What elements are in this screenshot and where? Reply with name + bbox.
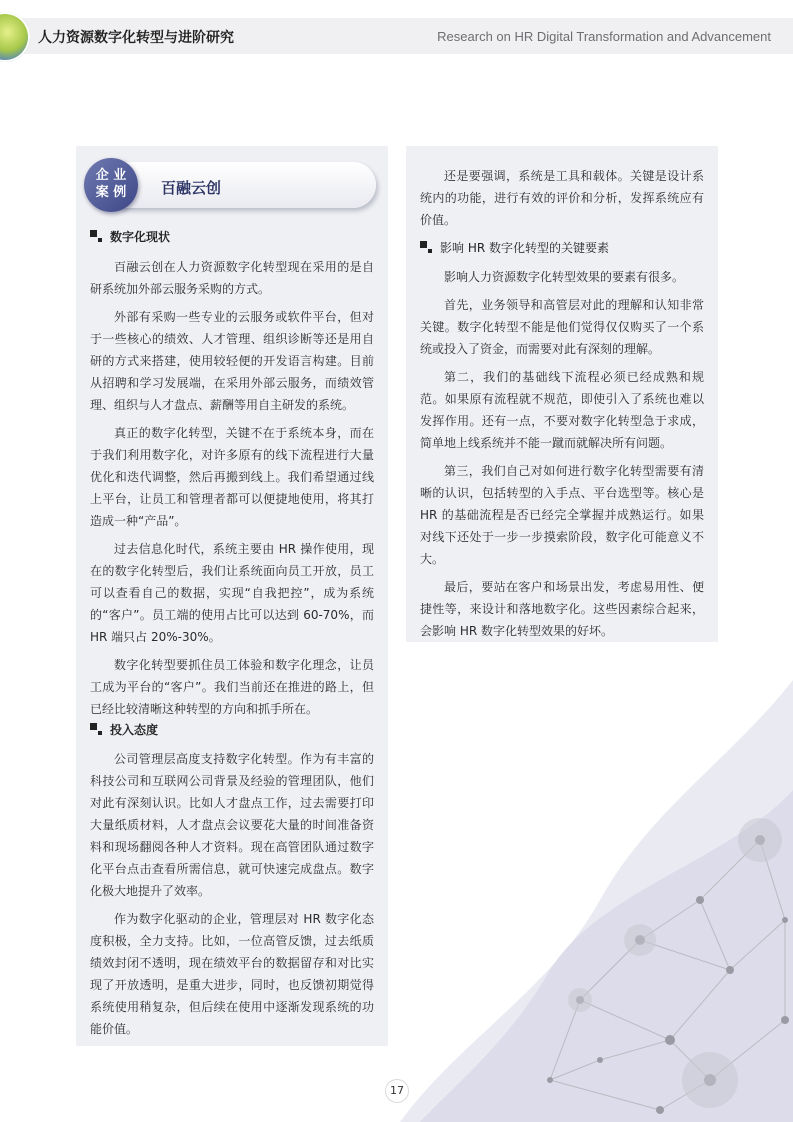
- page-number: 17: [386, 1080, 408, 1102]
- square-bullet-icon: [420, 241, 432, 253]
- square-bullet-icon: [90, 723, 102, 735]
- paragraph: 真正的数字化转型，关键不在于系统本身，而在于我们利用数字化，对许多原有的线下流程进行大量优化和迭代调整，然后再搬到线上。我们希望通过线上平台，让员工和管理者都可以便捷地使用，将其打造成一种“产品”。: [90, 426, 374, 528]
- badge-line-1: 企 业: [95, 168, 127, 183]
- right-text-block-1: [420, 165, 704, 237]
- paragraph: 第三，我们自己对如何进行数字化转型需要有清晰的认识，包括转型的入手点、平台选型等。核心是 HR 的基础流程是否已经完全掌握并成熟运行。如果对线下还处于一步一步摸索阶段，数字化可能意义不大。: [420, 464, 704, 566]
- paragraph: 数字化转型要抓住员工体验和数字化理念，让员工成为平台的“客户”。我们当前还在推进的路上，但已经比较清晰这种转型的方向和抓手所在。: [90, 658, 374, 716]
- paragraph: 最后，要站在客户和场景出发，考虑易用性、便捷性等，来设计和落地数字化。这些因素综合起来，会影响 HR 数字化转型效果的好坏。: [420, 580, 704, 638]
- heading-text: 数字化现状: [110, 230, 171, 244]
- paragraph: 公司管理层高度支持数字化转型。作为有丰富的科技公司和互联网公司背景及经验的管理团队，他们对此有深刻认识。比如人才盘点工作，过去需要打印大量纸质材料，人才盘点会议要花大量的时间准备资料和现场翻阅各种人才资料。现在高管团队通过数字化平台点击查看所需信息，就可快速完成盘点。数字化极大地提升了效率。: [90, 752, 374, 898]
- right-text-block-2: [420, 266, 704, 648]
- paragraph: 还是要强调，系统是工具和载体。关键是设计系统内的功能，进行有效的评价和分析，发挥系统应有价值。: [420, 169, 704, 227]
- section-heading: [90, 226, 170, 248]
- square-bullet-icon: [90, 230, 102, 242]
- network-decoration: [400, 640, 793, 1122]
- badge-line-2: 案 例: [95, 185, 127, 200]
- header-subtitle-en: Research on HR Digital Transformation and Advancement: [437, 29, 771, 44]
- left-text-block-1: [90, 256, 374, 726]
- paragraph: 百融云创在人力资源数字化转型现在采用的是自研系统加外部云服务采购的方式。: [90, 260, 374, 296]
- paragraph: 过去信息化时代，系统主要由 HR 操作使用，现在的数字化转型后，我们让系统面向员工开放，员工可以查看自己的数据，实现“自我把控”，成为系统的“客户”。员工端的使用占比可以达到 60-70%，而 HR 端只占 20%-30%。: [90, 542, 374, 644]
- left-text-block-2: [90, 748, 374, 1046]
- company-name: 百融云创: [161, 179, 222, 197]
- heading-text: 投入态度: [110, 723, 159, 737]
- paragraph: 外部有采购一些专业的云服务或软件平台，但对于一些核心的绩效、人才管理、组织诊断等还是用自研的方式来搭建，使用较轻便的开发语言构建。目前从招聘和学习发展端，在采用外部云服务，而绩效管理、组织与人才盘点、薪酬等用自主研发的系统。: [90, 310, 374, 412]
- paragraph: 第二，我们的基础线下流程必须已经成熟和规范。如果原有流程就不规范，即使引入了系统也难以发挥作用。还有一点，不要对数字化转型急于求成，简单地上线系统并不能一蹴而就解决所有问题。: [420, 370, 704, 450]
- header-title: 人力资源数字化转型与进阶研究: [38, 30, 234, 46]
- section-heading: [90, 719, 158, 741]
- paragraph: 影响人力资源数字化转型效果的要素有很多。: [444, 270, 685, 284]
- heading-text: 影响 HR 数字化转型的关键要素: [440, 241, 609, 255]
- case-study-pill: [104, 162, 376, 208]
- paragraph: 首先，业务领导和高管层对此的理解和认知非常关键。数字化转型不能是他们觉得仅仅购买了一个系统或投入了资金，而需要对此有深刻的理解。: [420, 298, 704, 356]
- case-study-badge: [84, 158, 138, 212]
- paragraph: 作为数字化驱动的企业，管理层对 HR 数字化态度积极，全力支持。比如，一位高管反馈，过去纸质绩效封闭不透明，现在绩效平台的数据留存和对比实现了开放透明，是重大进步，同时，也反馈初期觉得系统使用稍复杂，但后续在使用中逐渐发现系统的功能价值。: [90, 912, 374, 1036]
- section-heading: [420, 237, 609, 259]
- case-study-tab: [84, 158, 378, 212]
